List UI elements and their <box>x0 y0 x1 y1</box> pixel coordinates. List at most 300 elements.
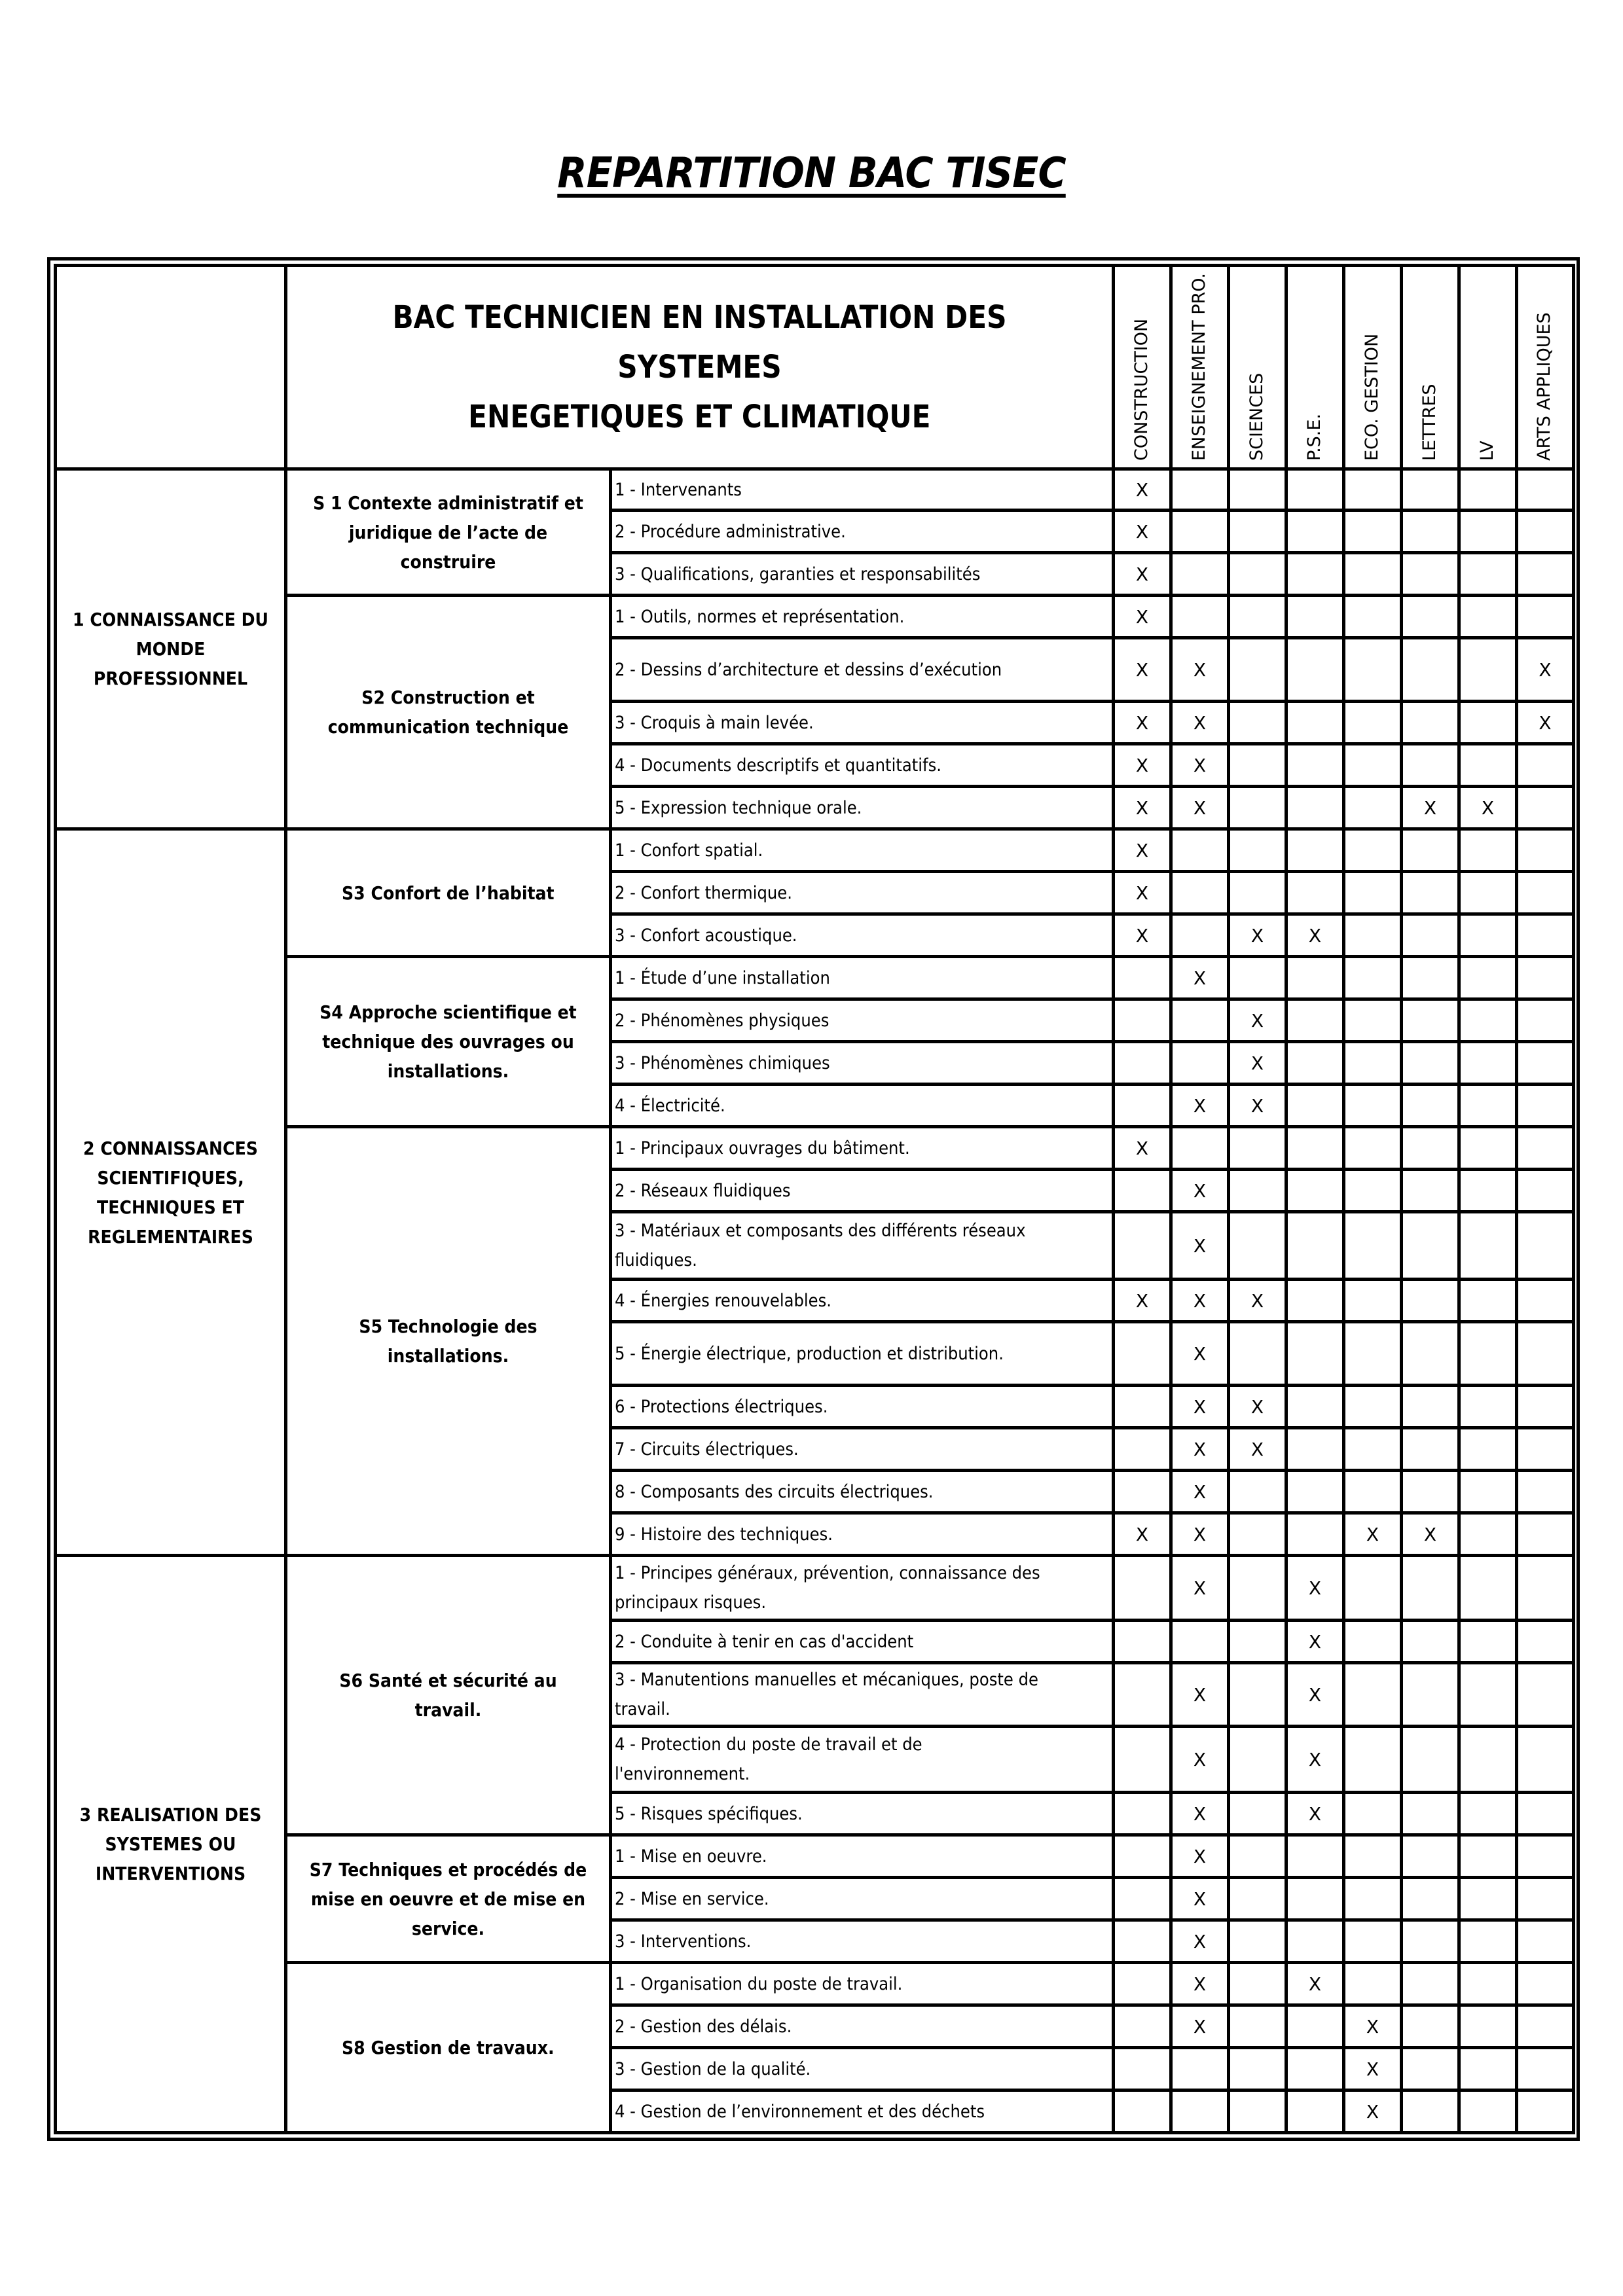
subject-mark-cell <box>1459 1042 1517 1085</box>
subject-mark-cell <box>1402 1471 1459 1513</box>
table-row <box>56 469 1574 511</box>
subject-mark-cell <box>1286 1280 1344 1322</box>
subject-mark-cell <box>1114 2048 1171 2090</box>
subject-mark-cell <box>1517 469 1574 511</box>
subject-mark-cell <box>1459 999 1517 1042</box>
subject-mark-cell <box>1402 1963 1459 2005</box>
subject-mark-cell <box>1344 1042 1402 1085</box>
subject-mark-cell <box>1344 1727 1402 1793</box>
program-title-line1: BAC TECHNICIEN EN INSTALLATION DES SYSTEMES <box>392 299 1007 386</box>
subject-mark-cell <box>1344 1127 1402 1170</box>
subject-mark-cell <box>1171 469 1229 511</box>
subject-mark-cell <box>1402 1727 1459 1793</box>
subject-mark-cell <box>1114 999 1171 1042</box>
subject-mark-cell <box>1402 2090 1459 2133</box>
subject-mark-cell <box>1402 999 1459 1042</box>
subject-mark-cell <box>1286 1835 1344 1878</box>
competence-item-text: 2 - Gestion des délais. <box>615 2016 792 2037</box>
competence-item-text: 7 - Circuits électriques. <box>615 1439 799 1460</box>
domain-label <box>56 829 286 1556</box>
subject-header-eco-gestion <box>1344 266 1402 469</box>
subject-mark-cell <box>1114 1621 1171 1663</box>
subject-mark-cell: X <box>1114 787 1171 829</box>
subject-mark-cell: X <box>1402 1513 1459 1556</box>
competence-item <box>611 914 1114 957</box>
subject-mark-cell: X <box>1171 1386 1229 1428</box>
subject-mark-cell <box>1459 1727 1517 1793</box>
subject-mark-cell <box>1517 1386 1574 1428</box>
subject-mark-cell: X <box>1114 1280 1171 1322</box>
table-row <box>56 829 1574 872</box>
competence-item <box>611 1878 1114 1920</box>
subject-mark-cell <box>1344 1386 1402 1428</box>
subject-mark-cell <box>1229 1878 1286 1920</box>
subject-mark-cell <box>1459 1170 1517 1212</box>
subject-mark-cell: X <box>1286 1963 1344 2005</box>
subject-mark-cell <box>1517 1963 1574 2005</box>
competence-item <box>611 1471 1114 1513</box>
subject-mark-cell <box>1402 829 1459 872</box>
subject-mark-cell <box>1459 1621 1517 1663</box>
subject-mark-cell <box>1344 1170 1402 1212</box>
subject-mark-cell <box>1286 1085 1344 1127</box>
competence-item-text: 1 - Étude d’une installation <box>615 967 830 988</box>
savoir-label <box>286 1127 611 1556</box>
subject-mark-cell <box>1517 1212 1574 1280</box>
subject-mark-cell <box>1344 702 1402 744</box>
subject-mark-cell <box>1344 1663 1402 1727</box>
subject-mark-cell: X <box>1171 1835 1229 1878</box>
subject-header-lettres <box>1402 266 1459 469</box>
subject-mark-cell <box>1286 2048 1344 2090</box>
competence-item-text: 1 - Confort spatial. <box>615 840 763 861</box>
subject-mark-cell: X <box>1114 1127 1171 1170</box>
subject-mark-cell <box>1286 1428 1344 1471</box>
subject-mark-cell: X <box>1229 999 1286 1042</box>
repartition-table-frame <box>47 257 1580 2141</box>
competence-item <box>611 1212 1114 1280</box>
subject-mark-cell <box>1459 1127 1517 1170</box>
subject-mark-cell <box>1402 872 1459 914</box>
subject-mark-cell <box>1114 1793 1171 1835</box>
competence-item-text: 2 - Réseaux fluidiques <box>615 1180 791 1201</box>
subject-mark-cell <box>1229 872 1286 914</box>
subject-mark-cell <box>1517 596 1574 638</box>
competence-item <box>611 1920 1114 1963</box>
subject-mark-cell <box>1459 1471 1517 1513</box>
header-row <box>56 266 1574 469</box>
competence-item <box>611 2090 1114 2133</box>
program-title-line2: ENEGETIQUES ET CLIMATIQUE <box>468 399 931 435</box>
subject-mark-cell <box>1229 702 1286 744</box>
subject-mark-cell <box>1459 1428 1517 1471</box>
subject-mark-cell: X <box>1171 1793 1229 1835</box>
subject-mark-cell <box>1286 702 1344 744</box>
subject-mark-cell <box>1229 511 1286 553</box>
subject-mark-cell <box>1402 1621 1459 1663</box>
subject-mark-cell <box>1114 1727 1171 1793</box>
subject-mark-cell: X <box>1344 2090 1402 2133</box>
subject-mark-cell <box>1171 1621 1229 1663</box>
subject-mark-cell <box>1114 1042 1171 1085</box>
subject-mark-cell <box>1517 787 1574 829</box>
competence-item <box>611 1727 1114 1793</box>
domain-label-text: 3 REALISATION DES SYSTEMES OU INTERVENTIONS <box>79 1804 262 1884</box>
subject-mark-cell <box>1402 1835 1459 1878</box>
competence-item-text: 1 - Organisation du poste de travail. <box>615 1973 903 1994</box>
subject-mark-cell: X <box>1229 1428 1286 1471</box>
competence-item <box>611 957 1114 999</box>
subject-mark-cell <box>1344 744 1402 787</box>
competence-item-text: 5 - Risques spécifiques. <box>615 1803 803 1824</box>
page-title: REPARTITION BAC TISEC <box>557 149 1066 198</box>
subject-mark-cell: X <box>1229 1280 1286 1322</box>
subject-mark-cell <box>1344 1085 1402 1127</box>
subject-mark-cell <box>1459 469 1517 511</box>
competence-item <box>611 553 1114 596</box>
subject-mark-cell <box>1402 511 1459 553</box>
subject-mark-cell <box>1517 1793 1574 1835</box>
subject-label: LV <box>1476 440 1497 461</box>
subject-mark-cell <box>1459 1835 1517 1878</box>
subject-mark-cell <box>1402 638 1459 702</box>
subject-mark-cell <box>1402 1085 1459 1127</box>
competence-item-text: 2 - Phénomènes physiques <box>615 1010 830 1031</box>
subject-mark-cell <box>1286 999 1344 1042</box>
subject-mark-cell: X <box>1114 744 1171 787</box>
subject-mark-cell: X <box>1286 1727 1344 1793</box>
subject-mark-cell <box>1517 553 1574 596</box>
subject-mark-cell: X <box>1114 872 1171 914</box>
competence-item <box>611 1963 1114 2005</box>
subject-mark-cell: X <box>1114 511 1171 553</box>
competence-item-text: 4 - Protection du poste de travail et de l'environnement. <box>615 1734 922 1784</box>
competence-item-text: 9 - Histoire des techniques. <box>615 1524 833 1545</box>
subject-mark-cell <box>1517 1042 1574 1085</box>
subject-mark-cell <box>1229 638 1286 702</box>
subject-mark-cell: X <box>1171 1920 1229 1963</box>
subject-mark-cell <box>1402 1878 1459 1920</box>
subject-mark-cell: X <box>1171 1428 1229 1471</box>
subject-mark-cell <box>1459 702 1517 744</box>
subject-mark-cell <box>1517 2048 1574 2090</box>
subject-mark-cell <box>1344 1322 1402 1386</box>
subject-mark-cell <box>1517 1322 1574 1386</box>
subject-mark-cell: X <box>1114 914 1171 957</box>
subject-mark-cell <box>1344 787 1402 829</box>
savoir-label <box>286 596 611 829</box>
subject-mark-cell <box>1517 1127 1574 1170</box>
competence-item <box>611 787 1114 829</box>
competence-item-text: 3 - Interventions. <box>615 1931 752 1952</box>
subject-mark-cell <box>1344 872 1402 914</box>
subject-header-enseignement-pro <box>1171 266 1229 469</box>
subject-mark-cell <box>1344 1621 1402 1663</box>
competence-item-text: 4 - Documents descriptifs et quantitatifs. <box>615 755 941 776</box>
competence-item <box>611 1663 1114 1727</box>
subject-mark-cell <box>1114 2005 1171 2048</box>
subject-mark-cell <box>1344 469 1402 511</box>
subject-mark-cell: X <box>1171 1471 1229 1513</box>
subject-mark-cell: X <box>1229 1042 1286 1085</box>
competence-item-text: 2 - Dessins d’architecture et dessins d’exécution <box>615 659 1002 680</box>
subject-mark-cell <box>1286 1322 1344 1386</box>
subject-mark-cell <box>1402 596 1459 638</box>
subject-mark-cell: X <box>1286 914 1344 957</box>
subject-mark-cell <box>1402 957 1459 999</box>
competence-item-text: 3 - Croquis à main levée. <box>615 712 814 733</box>
savoir-label <box>286 469 611 596</box>
subject-mark-cell <box>1459 1878 1517 1920</box>
subject-mark-cell <box>1459 1963 1517 2005</box>
competence-item-text: 1 - Intervenants <box>615 479 742 500</box>
subject-mark-cell <box>1286 957 1344 999</box>
subject-mark-cell <box>1114 2090 1171 2133</box>
subject-mark-cell <box>1517 1471 1574 1513</box>
competence-item-text: 1 - Principaux ouvrages du bâtiment. <box>615 1138 910 1158</box>
subject-label: ARTS APPLIQUES <box>1534 312 1554 461</box>
subject-mark-cell <box>1171 829 1229 872</box>
subject-label: LETTRES <box>1419 384 1440 461</box>
subject-mark-cell <box>1459 596 1517 638</box>
subject-label: ENSEIGNEMENT PRO. <box>1188 272 1209 461</box>
subject-mark-cell: X <box>1229 1386 1286 1428</box>
subject-mark-cell: X <box>1114 469 1171 511</box>
subject-mark-cell: X <box>1171 1085 1229 1127</box>
subject-mark-cell <box>1402 1793 1459 1835</box>
subject-mark-cell <box>1114 1878 1171 1920</box>
subject-mark-cell <box>1344 957 1402 999</box>
subject-mark-cell <box>1171 511 1229 553</box>
competence-item <box>611 1556 1114 1621</box>
subject-mark-cell <box>1229 469 1286 511</box>
subject-mark-cell <box>1286 872 1344 914</box>
competence-item <box>611 1042 1114 1085</box>
subject-mark-cell <box>1459 872 1517 914</box>
subject-mark-cell <box>1459 914 1517 957</box>
competence-item-text: 3 - Qualifications, garanties et responsabilités <box>615 564 981 584</box>
subject-mark-cell: X <box>1286 1556 1344 1621</box>
savoir-label-text: S8 Gestion de travaux. <box>342 2037 555 2058</box>
subject-mark-cell <box>1344 1835 1402 1878</box>
subject-mark-cell <box>1229 1663 1286 1727</box>
subject-mark-cell <box>1286 1920 1344 1963</box>
competence-item <box>611 1835 1114 1878</box>
savoir-label <box>286 1963 611 2133</box>
subject-mark-cell <box>1402 1428 1459 1471</box>
competence-item-text: 3 - Confort acoustique. <box>615 925 797 946</box>
subject-mark-cell: X <box>1171 744 1229 787</box>
subject-mark-cell <box>1114 957 1171 999</box>
subject-mark-cell <box>1114 1835 1171 1878</box>
competence-item-text: 1 - Principes généraux, prévention, connaissance des principaux risques. <box>615 1563 1040 1613</box>
subject-mark-cell: X <box>1344 2048 1402 2090</box>
subject-mark-cell <box>1229 1727 1286 1793</box>
competence-item-text: 3 - Manutentions manuelles et mécaniques, poste de travail. <box>615 1670 1038 1719</box>
domain-label-text: 2 CONNAISSANCES SCIENTIFIQUES, TECHNIQUES ET REGLEMENTAIRES <box>83 1137 258 1247</box>
subject-mark-cell: X <box>1171 1878 1229 1920</box>
competence-item <box>611 1322 1114 1386</box>
subject-mark-cell <box>1286 2005 1344 2048</box>
competence-item <box>611 1513 1114 1556</box>
subject-mark-cell: X <box>1286 1663 1344 1727</box>
subject-mark-cell <box>1286 1170 1344 1212</box>
subject-mark-cell <box>1517 1556 1574 1621</box>
subject-mark-cell <box>1286 1042 1344 1085</box>
subject-header-lv <box>1459 266 1517 469</box>
subject-mark-cell <box>1459 2090 1517 2133</box>
subject-mark-cell <box>1344 1471 1402 1513</box>
subject-mark-cell <box>1114 1428 1171 1471</box>
subject-mark-cell <box>1402 469 1459 511</box>
subject-mark-cell <box>1229 2048 1286 2090</box>
subject-mark-cell <box>1344 511 1402 553</box>
subject-mark-cell: X <box>1517 702 1574 744</box>
domain-label-text: 1 CONNAISSANCE DU MONDE PROFESSIONNEL <box>73 609 268 689</box>
subject-mark-cell <box>1344 596 1402 638</box>
subject-mark-cell <box>1402 2005 1459 2048</box>
savoir-label-text: S7 Techniques et procédés de mise en oeuvre et de mise en service. <box>309 1858 587 1939</box>
subject-mark-cell: X <box>1402 787 1459 829</box>
subject-mark-cell: X <box>1286 1621 1344 1663</box>
savoir-label-text: S5 Technologie des installations. <box>359 1316 538 1367</box>
subject-mark-cell: X <box>1229 1085 1286 1127</box>
subject-mark-cell <box>1402 702 1459 744</box>
subject-mark-cell <box>1171 872 1229 914</box>
competence-item-text: 6 - Protections électriques. <box>615 1396 828 1417</box>
subject-mark-cell <box>1344 1556 1402 1621</box>
subject-mark-cell <box>1114 1963 1171 2005</box>
competence-item <box>611 1428 1114 1471</box>
subject-mark-cell <box>1114 1920 1171 1963</box>
subject-mark-cell: X <box>1171 1322 1229 1386</box>
savoir-label <box>286 957 611 1127</box>
subject-mark-cell <box>1344 1280 1402 1322</box>
subject-mark-cell <box>1229 1127 1286 1170</box>
subject-mark-cell <box>1286 638 1344 702</box>
subject-mark-cell <box>1517 1727 1574 1793</box>
subject-mark-cell: X <box>1171 1663 1229 1727</box>
competence-item <box>611 1280 1114 1322</box>
subject-mark-cell <box>1517 2090 1574 2133</box>
domain-label <box>56 469 286 829</box>
subject-mark-cell <box>1229 957 1286 999</box>
subject-header-construction <box>1114 266 1171 469</box>
subject-mark-cell: X <box>1114 1513 1171 1556</box>
competence-item <box>611 1085 1114 1127</box>
subject-mark-cell <box>1402 1322 1459 1386</box>
subject-mark-cell <box>1171 596 1229 638</box>
subject-mark-cell <box>1171 553 1229 596</box>
savoir-label-text: S3 Confort de l’habitat <box>342 882 555 904</box>
subject-mark-cell <box>1229 1170 1286 1212</box>
competence-item-text: 2 - Conduite à tenir en cas d'accident <box>615 1631 914 1652</box>
subject-mark-cell <box>1344 999 1402 1042</box>
subject-mark-cell: X <box>1517 638 1574 702</box>
savoir-label-text: S 1 Contexte administratif et juridique de l’acte de construire <box>313 492 583 573</box>
subject-mark-cell <box>1286 2090 1344 2133</box>
subject-mark-cell <box>1459 1212 1517 1280</box>
savoir-label-text: S2 Construction et communication technique <box>327 687 569 738</box>
subject-mark-cell: X <box>1171 702 1229 744</box>
subject-mark-cell <box>1517 999 1574 1042</box>
subject-header-arts-appliques <box>1517 266 1574 469</box>
savoir-label-text: S4 Approche scientifique et technique des ouvrages ou installations. <box>319 1001 577 1082</box>
subject-mark-cell: X <box>1171 1513 1229 1556</box>
subject-mark-cell <box>1402 1280 1459 1322</box>
subject-mark-cell: X <box>1171 1280 1229 1322</box>
subject-mark-cell <box>1517 914 1574 957</box>
subject-mark-cell <box>1229 1793 1286 1835</box>
subject-mark-cell <box>1229 1513 1286 1556</box>
subject-mark-cell <box>1402 553 1459 596</box>
program-title <box>286 266 1114 469</box>
subject-mark-cell <box>1229 1322 1286 1386</box>
competence-item <box>611 1621 1114 1663</box>
subject-mark-cell <box>1459 511 1517 553</box>
competence-item <box>611 596 1114 638</box>
subject-mark-cell <box>1286 787 1344 829</box>
competence-item-text: 2 - Mise en service. <box>615 1888 769 1909</box>
subject-mark-cell <box>1459 1556 1517 1621</box>
subject-mark-cell <box>1402 1170 1459 1212</box>
subject-mark-cell <box>1114 1212 1171 1280</box>
subject-mark-cell: X <box>1114 553 1171 596</box>
subject-mark-cell <box>1229 2090 1286 2133</box>
subject-mark-cell <box>1344 914 1402 957</box>
subject-mark-cell <box>1344 553 1402 596</box>
subject-mark-cell <box>1402 914 1459 957</box>
subject-mark-cell <box>1344 1878 1402 1920</box>
savoir-label <box>286 1556 611 1835</box>
subject-label: ECO. GESTION <box>1361 333 1382 461</box>
subject-mark-cell <box>1286 553 1344 596</box>
subject-mark-cell <box>1344 1793 1402 1835</box>
subject-mark-cell: X <box>1171 1212 1229 1280</box>
subject-mark-cell: X <box>1171 1556 1229 1621</box>
subject-mark-cell: X <box>1171 1963 1229 2005</box>
competence-item <box>611 702 1114 744</box>
subject-mark-cell <box>1286 1127 1344 1170</box>
subject-label: SCIENCES <box>1246 372 1267 461</box>
competence-item-text: 4 - Électricité. <box>615 1095 725 1116</box>
subject-mark-cell <box>1459 1280 1517 1322</box>
subject-mark-cell: X <box>1171 1727 1229 1793</box>
subject-mark-cell <box>1402 1663 1459 1727</box>
competence-item <box>611 744 1114 787</box>
subject-mark-cell <box>1402 1386 1459 1428</box>
competence-item <box>611 2048 1114 2090</box>
subject-mark-cell <box>1517 1920 1574 1963</box>
subject-mark-cell <box>1459 957 1517 999</box>
subject-mark-cell <box>1229 1835 1286 1878</box>
subject-mark-cell <box>1459 1386 1517 1428</box>
subject-mark-cell <box>1459 2005 1517 2048</box>
subject-mark-cell <box>1229 553 1286 596</box>
subject-mark-cell <box>1229 744 1286 787</box>
subject-mark-cell <box>1286 1386 1344 1428</box>
subject-mark-cell <box>1114 1386 1171 1428</box>
competence-item <box>611 1386 1114 1428</box>
subject-mark-cell <box>1229 1621 1286 1663</box>
subject-mark-cell <box>1171 999 1229 1042</box>
subject-mark-cell <box>1229 1471 1286 1513</box>
subject-mark-cell <box>1459 1085 1517 1127</box>
subject-mark-cell <box>1517 1878 1574 1920</box>
subject-mark-cell <box>1171 1127 1229 1170</box>
subject-mark-cell <box>1114 1085 1171 1127</box>
subject-mark-cell: X <box>1114 829 1171 872</box>
